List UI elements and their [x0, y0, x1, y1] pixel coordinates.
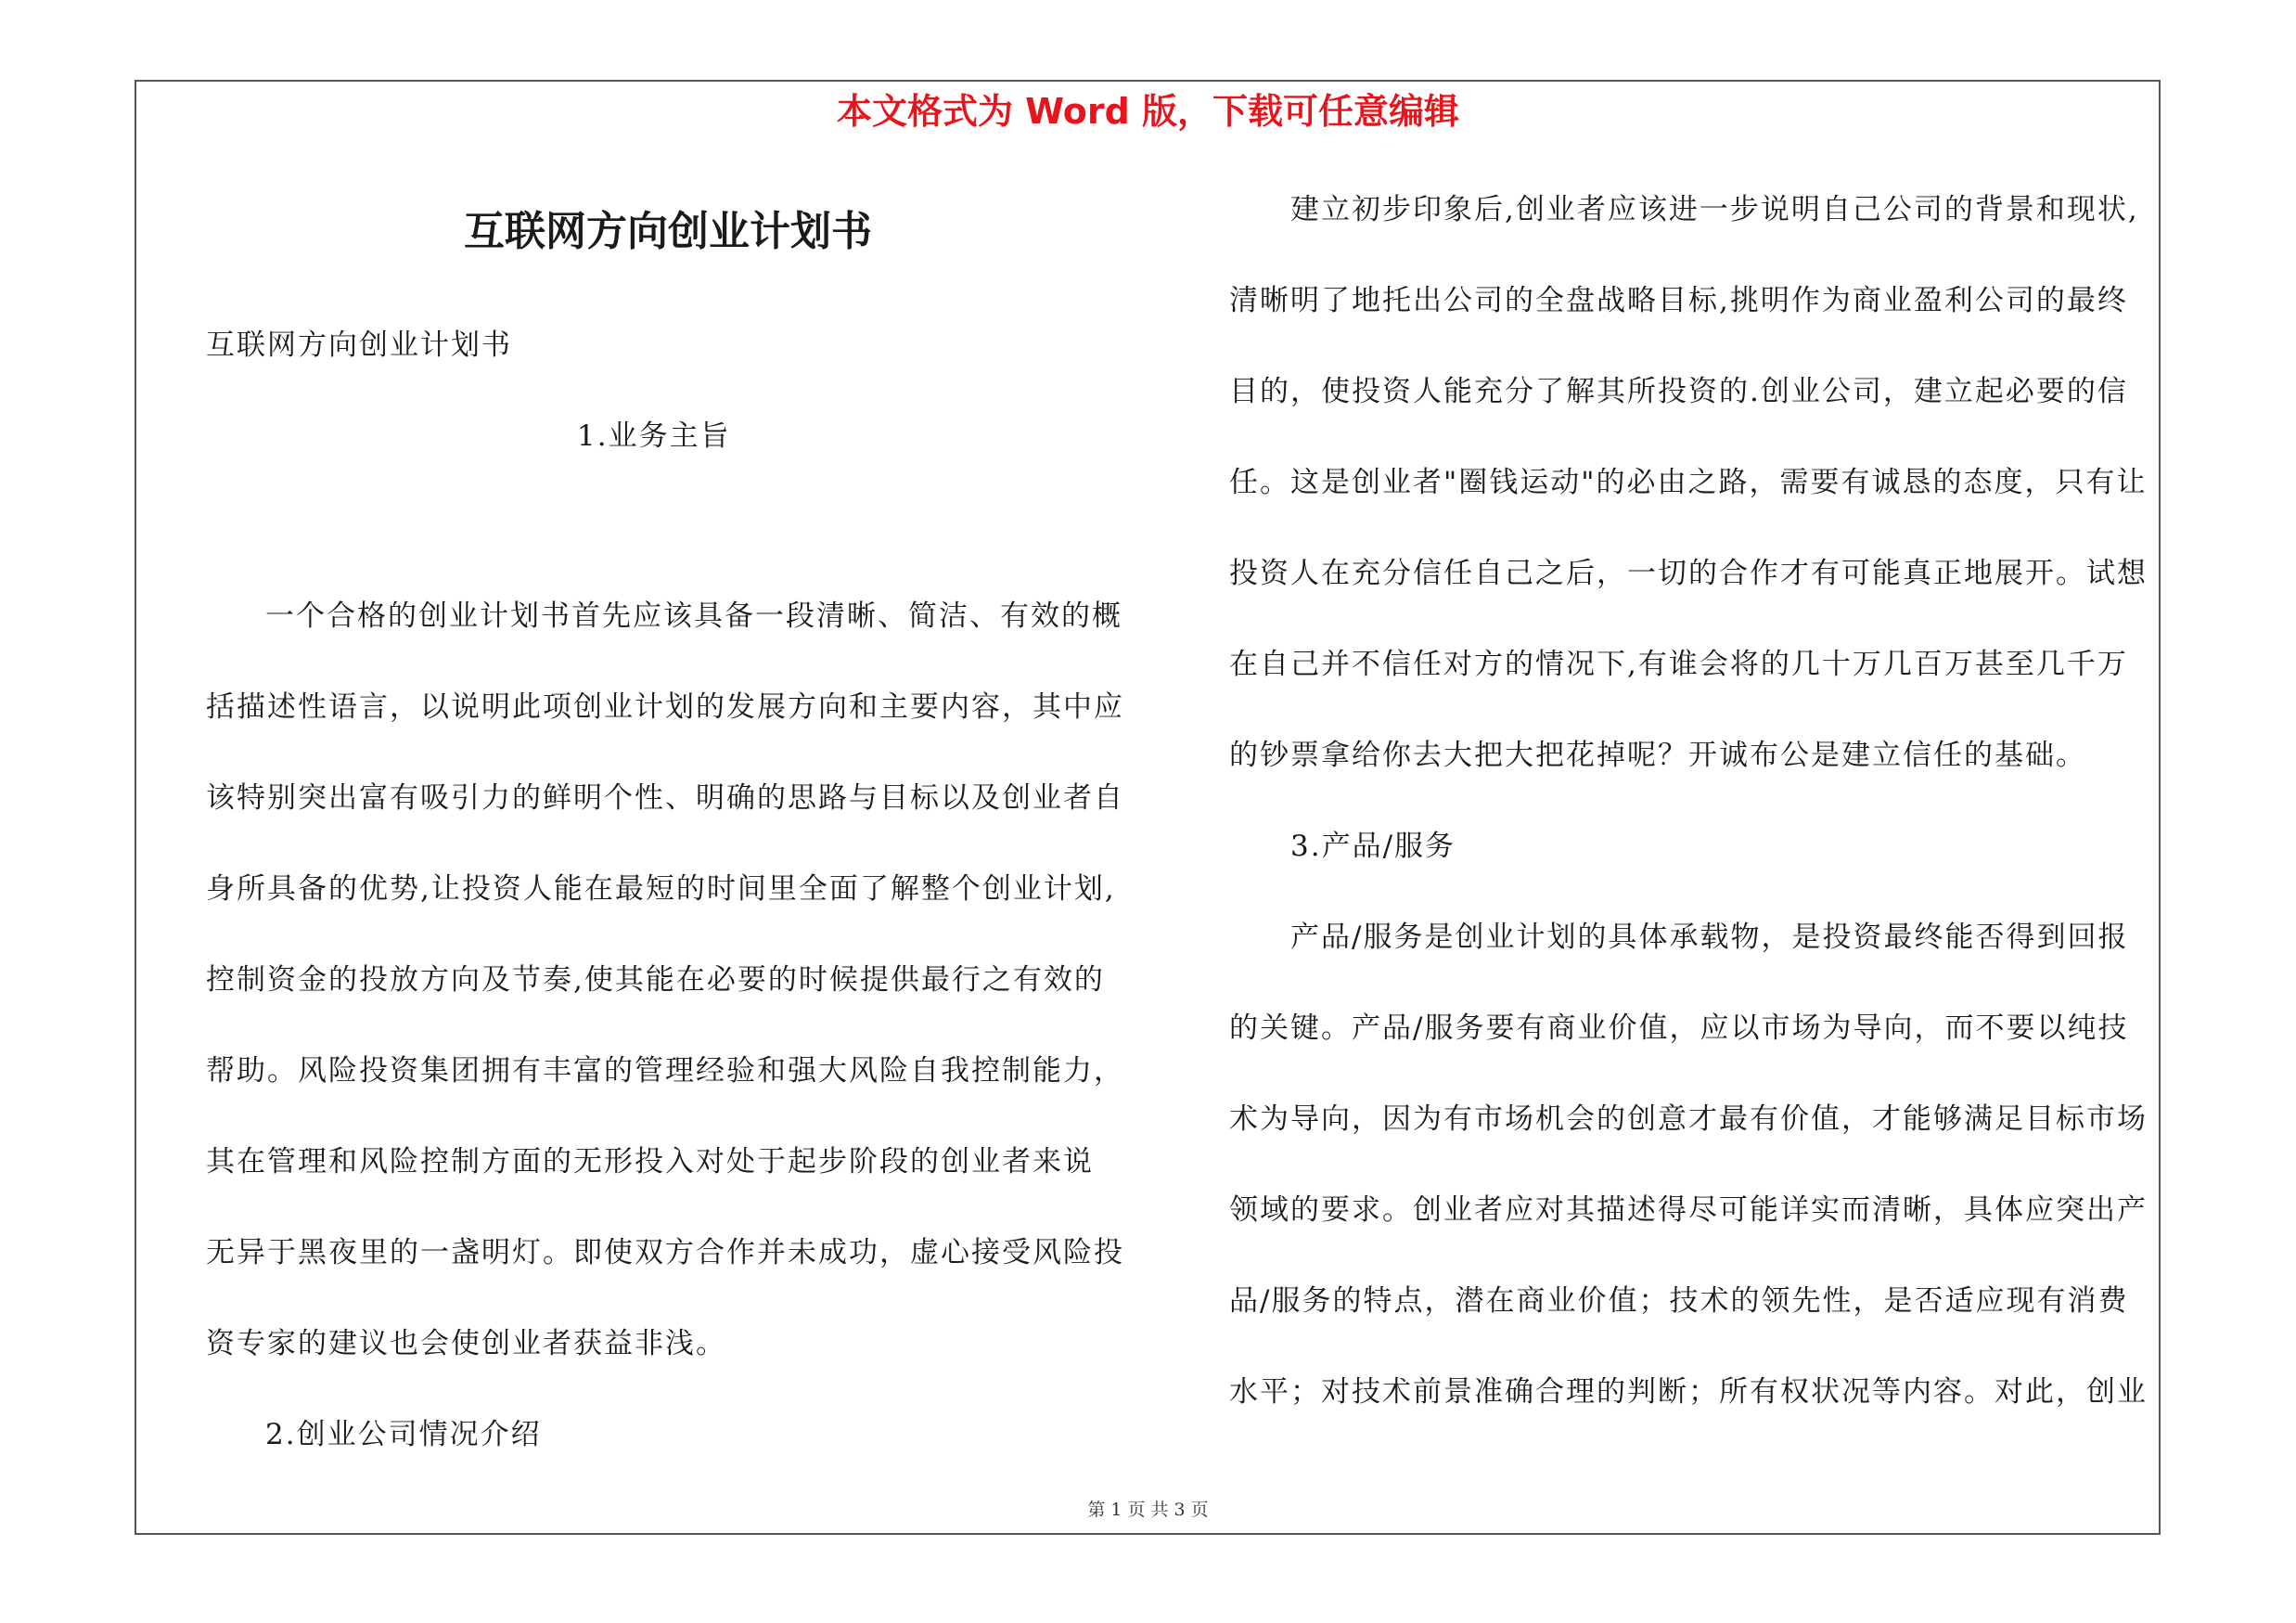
paragraph-line: 的关键。产品/服务要有商业价值，应以市场为导向，而不要以纯技 — [1229, 1011, 2129, 1045]
paragraph-line: 括描述性语言，以说明此项创业计划的发展方向和主要内容，其中应 — [206, 690, 1124, 724]
paragraph-line: 任。这是创业者"圈钱运动"的必由之路，需要有诚恳的态度，只有让 — [1229, 466, 2148, 499]
paragraph-line: 产品/服务是创业计划的具体承载物，是投资最终能否得到回报 — [1290, 921, 2129, 954]
paragraph-line: 术为导向，因为有市场机会的创意才最有价值，才能够满足目标市场 — [1229, 1102, 2148, 1136]
paragraph-line: 一个合格的创业计划书首先应该具备一段清晰、简洁、有效的概 — [265, 599, 1122, 633]
section-heading: 2.创业公司情况介绍 — [265, 1418, 542, 1451]
document-title: 互联网方向创业计划书 — [464, 208, 872, 255]
page-number-footer: 第 1 页 共 3 页 — [1087, 1500, 1209, 1520]
paragraph-line: 建立初步印象后,创业者应该进一步说明自己公司的背景和现状, — [1290, 193, 2139, 226]
paragraph-line: 领域的要求。创业者应对其描述得尽可能详实而清晰，具体应突出产 — [1229, 1193, 2148, 1227]
paragraph-line: 帮助。风险投资集团拥有丰富的管理经验和强大风险自我控制能力， — [206, 1054, 1124, 1088]
paragraph-line: 投资人在充分信任自己之后，一切的合作才有可能真正地展开。试想 — [1229, 557, 2148, 590]
paragraph-line: 水平；对技术前景准确合理的判断；所有权状况等内容。对此，创业 — [1229, 1375, 2148, 1409]
paragraph-line: 无异于黑夜里的一盏明灯。即使双方合作并未成功，虚心接受风险投 — [206, 1236, 1124, 1269]
paragraph-line: 目的，使投资人能充分了解其所投资的.创业公司，建立起必要的信 — [1229, 375, 2128, 408]
section-heading: 1.业务主旨 — [577, 419, 731, 453]
paragraph-line: 控制资金的投放方向及节奏,使其能在必要的时候提供最行之有效的 — [206, 963, 1105, 997]
paragraph-line: 在自己并不信任对方的情况下,有谁会将的几十万几百万甚至几千万 — [1229, 648, 2128, 681]
paragraph-line: 的钞票拿给你去大把大把花掉呢？开诚布公是建立信任的基础。 — [1229, 739, 2086, 772]
document-subtitle: 互联网方向创业计划书 — [206, 328, 512, 362]
section-heading: 3.产品/服务 — [1290, 830, 1456, 863]
paragraph-line: 清晰明了地托出公司的全盘战略目标,挑明作为商业盈利公司的最终 — [1229, 284, 2128, 317]
paragraph-line: 其在管理和风险控制方面的无形投入对处于起步阶段的创业者来说 — [206, 1145, 1094, 1179]
word-format-banner: 本文格式为 Word 版，下载可任意编辑 — [836, 91, 1460, 132]
paragraph-line: 资专家的建议也会使创业者获益非浅。 — [206, 1327, 726, 1360]
paragraph-line: 该特别突出富有吸引力的鲜明个性、明确的思路与目标以及创业者自 — [206, 781, 1124, 815]
paragraph-line: 身所具备的优势,让投资人能在最短的时间里全面了解整个创业计划, — [206, 872, 1116, 906]
paragraph-line: 品/服务的特点，潜在商业价值；技术的领先性，是否适应现有消费 — [1229, 1284, 2129, 1318]
